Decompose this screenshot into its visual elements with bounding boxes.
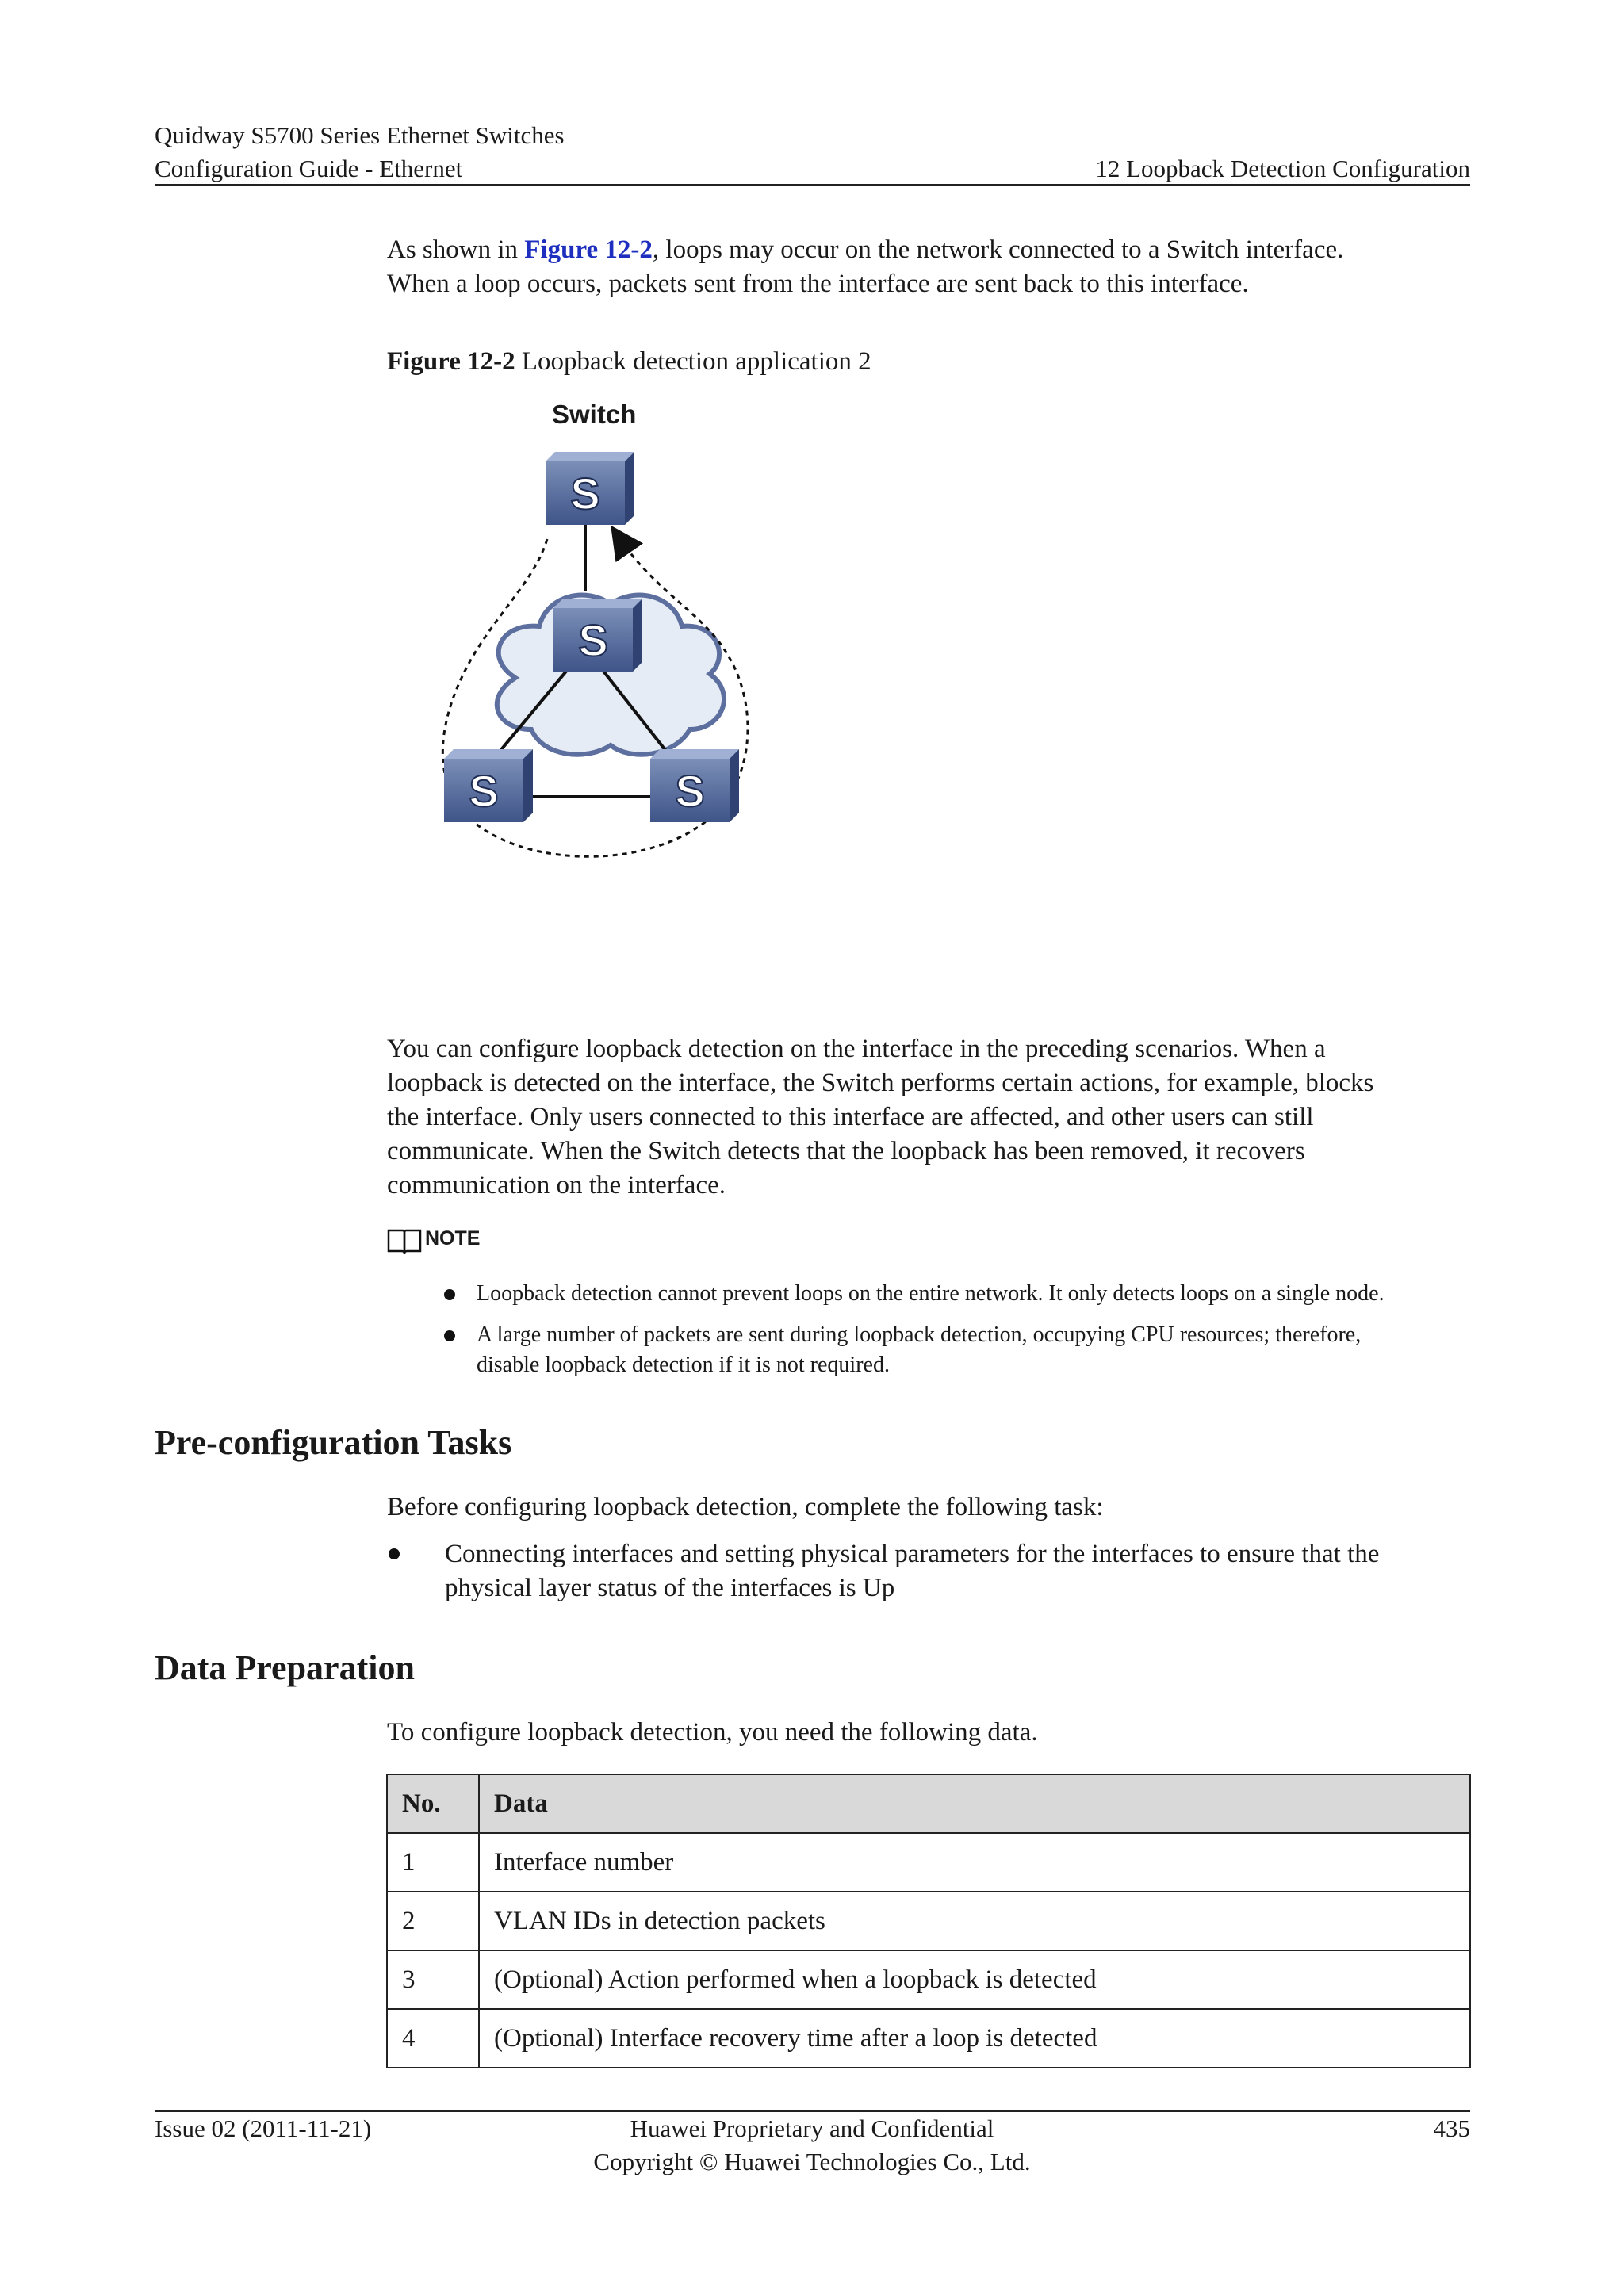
footer-confidential: Huawei Proprietary and Confidential <box>630 2114 994 2142</box>
note-header <box>387 1227 480 1256</box>
cell-no: 2 <box>387 1892 479 1950</box>
intro-paragraph <box>387 233 1481 301</box>
dataprep-heading: Data Preparation <box>155 1648 415 1687</box>
cell-no: 1 <box>387 1833 479 1892</box>
switch-left-icon <box>444 749 533 822</box>
note-item-1: Loopback detection cannot prevent loops on the entire network. It only detects loops on a single node. <box>477 1281 1385 1306</box>
preconfig-bullet <box>389 1548 400 1559</box>
table-row <box>387 1892 1470 1950</box>
figure-caption <box>387 347 871 377</box>
intro-prefix: As shown in <box>387 235 525 264</box>
body-line: communication on the interface. <box>387 1171 726 1200</box>
preconfig-heading: Pre-configuration Tasks <box>155 1423 512 1462</box>
intro-suffix: , loops may occur on the network connected to a Switch interface. <box>652 235 1344 264</box>
figure-caption-number: Figure 12-2 <box>387 347 515 376</box>
svg-text:S: S <box>578 615 608 665</box>
cell-data: (Optional) Action performed when a loopback is detected <box>479 1950 1470 2009</box>
header-rule <box>155 184 1470 186</box>
svg-text:S: S <box>675 766 705 816</box>
footer-copyright: Copyright © Huawei Technologies Co., Ltd. <box>593 2148 1031 2175</box>
switch-label: Switch <box>552 400 637 429</box>
table-header-row <box>387 1774 1470 1833</box>
note-bullet <box>444 1330 455 1341</box>
cell-no: 3 <box>387 1950 479 2009</box>
body-line: communicate. When the Switch detects that the loopback has been removed, it recovers <box>387 1137 1305 1165</box>
body-line: the interface. Only users connected to this interface are affected, and other users can still <box>387 1103 1314 1131</box>
note-item-2: A large number of packets are sent during loopback detection, occupying CPU resources; therefore, <box>477 1322 1362 1347</box>
table-row <box>387 1950 1470 2009</box>
body-paragraph <box>387 1032 1497 1203</box>
note-item-2-cont: disable loopback detection if it is not required. <box>477 1353 890 1377</box>
cell-no: 4 <box>387 2009 479 2068</box>
switch-right-icon <box>650 749 739 822</box>
svg-text:S: S <box>469 766 499 816</box>
preconfig-bullet-line1: Connecting interfaces and setting physical parameters for the interfaces to ensure that the <box>445 1540 1380 1568</box>
note-bullet <box>444 1289 455 1300</box>
cell-data: (Optional) Interface recovery time after a loop is detected <box>479 2009 1470 2068</box>
dataprep-intro: To configure loopback detection, you need the following data. <box>387 1718 1038 1747</box>
column-header-data: Data <box>479 1774 1470 1833</box>
body-line: loopback is detected on the interface, the Switch performs certain actions, for example, blocks <box>387 1069 1374 1097</box>
preconfig-bullet-line2: physical layer status of the interfaces is Up <box>445 1574 895 1602</box>
footer-page-number: 435 <box>1433 2114 1470 2142</box>
figure-link[interactable]: Figure 12-2 <box>524 235 653 264</box>
intro-line2: When a loop occurs, packets sent from the interface are sent back to this interface. <box>387 270 1249 298</box>
cell-data: VLAN IDs in detection packets <box>479 1892 1470 1950</box>
svg-text:S: S <box>570 469 600 519</box>
column-header-no: No. <box>387 1774 479 1833</box>
table-row <box>387 2009 1470 2068</box>
figure-caption-text: Loopback detection application 2 <box>515 347 871 376</box>
header-product: Quidway S5700 Series Ethernet Switches <box>155 121 565 149</box>
table-row <box>387 1833 1470 1892</box>
loopback-diagram <box>396 396 825 904</box>
header-guide: Configuration Guide - Ethernet <box>155 155 463 182</box>
data-table <box>386 1774 1471 2068</box>
header-chapter: 12 Loopback Detection Configuration <box>1095 155 1470 182</box>
switch-top-icon <box>546 452 634 525</box>
book-icon <box>387 1227 422 1256</box>
footer-issue: Issue 02 (2011-11-21) <box>155 2114 372 2142</box>
switch-middle-icon <box>553 599 642 672</box>
cell-data: Interface number <box>479 1833 1470 1892</box>
preconfig-intro: Before configuring loopback detection, complete the following task: <box>387 1493 1104 1521</box>
note-title: NOTE <box>425 1227 481 1249</box>
body-line: You can configure loopback detection on the interface in the preceding scenarios. When a <box>387 1035 1326 1063</box>
